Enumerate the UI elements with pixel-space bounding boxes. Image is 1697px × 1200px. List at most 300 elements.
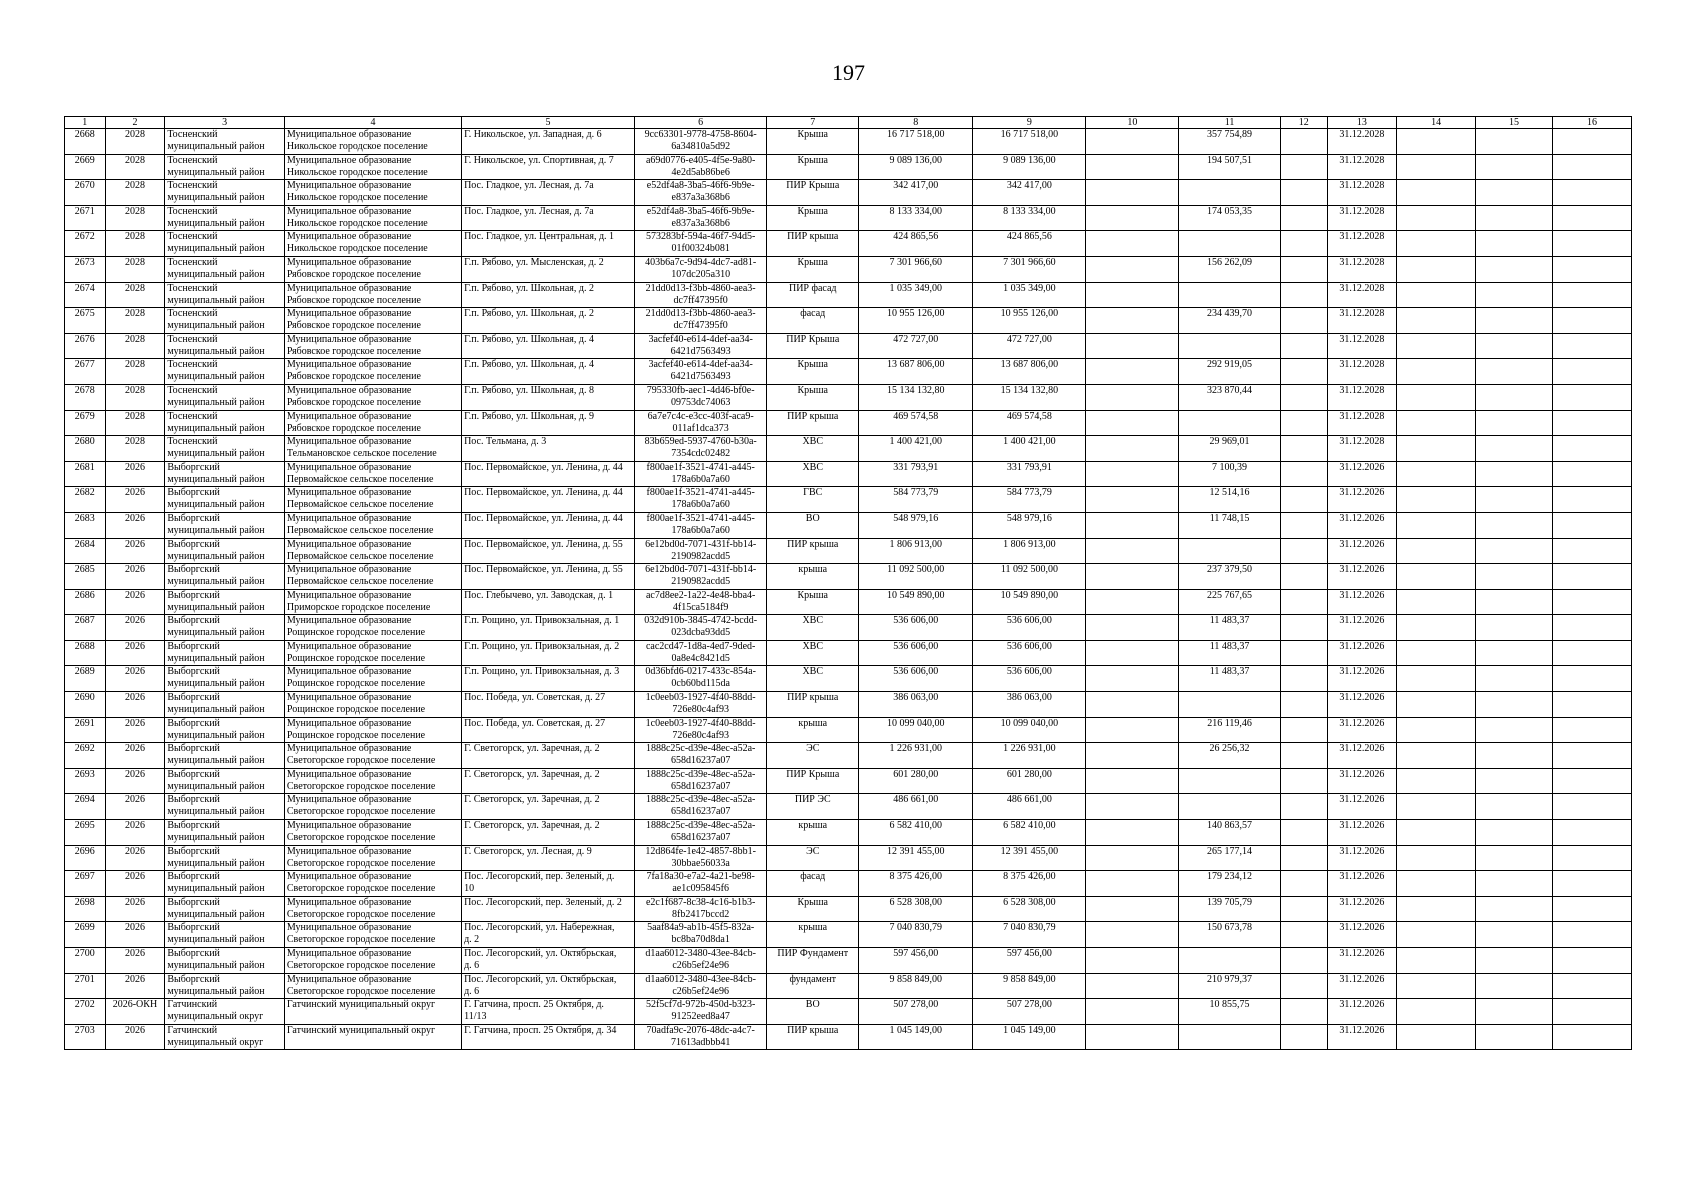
column-16-cell xyxy=(1552,333,1631,359)
address-line: Г. Светогорск, ул. Заречная, д. 2 xyxy=(464,768,600,780)
year-cell: 2028 xyxy=(105,410,165,436)
row-number-cell: 2677 xyxy=(65,359,106,385)
fund-cost-cell: 601 280,00 xyxy=(973,768,1086,794)
column-number-5: 5 xyxy=(462,117,635,129)
district-cell xyxy=(165,256,285,282)
column-11-cell: 29 969,01 xyxy=(1179,436,1280,462)
row-number-cell: 2692 xyxy=(65,743,106,769)
address-line xyxy=(464,499,632,511)
house-guid-cell xyxy=(634,973,766,999)
district-line: муниципальный район xyxy=(167,448,265,460)
house-guid-line: 4e2d5ab86be6 xyxy=(671,166,730,178)
address-cell xyxy=(462,256,635,282)
column-11-cell xyxy=(1179,538,1280,564)
column-12-cell xyxy=(1280,820,1327,846)
district-cell xyxy=(165,820,285,846)
address-cell xyxy=(462,512,635,538)
house-guid-line: 6e12bd0d-7071-431f-bb14- xyxy=(645,538,757,550)
address-line: Г. Светогорск, ул. Заречная, д. 2 xyxy=(464,743,600,755)
column-15-cell xyxy=(1476,256,1553,282)
address-line: 11/13 xyxy=(464,1011,487,1023)
total-cost-cell: 601 280,00 xyxy=(859,768,973,794)
column-15-cell xyxy=(1476,308,1553,334)
column-14-cell xyxy=(1397,487,1476,513)
table-row xyxy=(65,999,1632,1025)
row-number-cell: 2682 xyxy=(65,487,106,513)
column-14-cell xyxy=(1397,768,1476,794)
column-number-10: 10 xyxy=(1086,117,1179,129)
address-line xyxy=(464,755,632,767)
column-11-cell: 11 483,37 xyxy=(1179,666,1280,692)
year-cell: 2028 xyxy=(105,256,165,282)
address-line xyxy=(464,448,632,460)
column-number-8: 8 xyxy=(859,117,973,129)
work-type-cell: ХВС xyxy=(767,436,859,462)
municipality-line: Муниципальное образование xyxy=(286,564,412,576)
district-cell xyxy=(165,692,285,718)
year-cell: 2026 xyxy=(105,768,165,794)
column-14-cell xyxy=(1397,436,1476,462)
column-10-cell xyxy=(1086,180,1179,206)
column-12-cell xyxy=(1280,282,1327,308)
row-number-cell: 2671 xyxy=(65,205,106,231)
year-cell: 2028 xyxy=(105,308,165,334)
house-guid-cell xyxy=(634,308,766,334)
column-11-cell: 156 262,09 xyxy=(1179,256,1280,282)
house-guid-line: 178a6b0a7a60 xyxy=(671,473,730,485)
completion-date-cell: 31.12.2028 xyxy=(1327,256,1396,282)
total-cost-cell: 536 606,00 xyxy=(859,640,973,666)
year-cell: 2026 xyxy=(105,589,165,615)
district-cell xyxy=(165,666,285,692)
municipality-line: Никольское городское поселение xyxy=(286,141,428,152)
address-cell xyxy=(462,487,635,513)
district-cell xyxy=(165,231,285,257)
house-guid-line: 1c0eeb03-1927-4f40-88dd- xyxy=(645,717,756,729)
municipality-cell xyxy=(284,308,461,334)
row-number-cell: 2695 xyxy=(65,820,106,846)
completion-date-cell: 31.12.2026 xyxy=(1327,743,1396,769)
house-guid-cell xyxy=(634,615,766,641)
work-type-cell: ПИР Фундамент xyxy=(767,948,859,974)
district-cell xyxy=(165,640,285,666)
table-row xyxy=(65,692,1632,718)
fund-cost-cell: 1 226 931,00 xyxy=(973,743,1086,769)
column-15-cell xyxy=(1476,615,1553,641)
municipality-line xyxy=(287,1037,459,1049)
municipality-cell xyxy=(284,256,461,282)
municipality-line: Муниципальное образование xyxy=(286,589,412,601)
district-line: Тосненский xyxy=(167,256,218,268)
column-11-cell xyxy=(1179,333,1280,359)
address-line xyxy=(464,1037,632,1049)
municipality-line: Муниципальное образование xyxy=(286,154,412,166)
row-number-cell: 2668 xyxy=(65,129,106,155)
address-cell xyxy=(462,308,635,334)
column-10-cell xyxy=(1086,871,1179,897)
row-number-cell: 2669 xyxy=(65,154,106,180)
column-12-cell xyxy=(1280,717,1327,743)
year-cell: 2028 xyxy=(105,282,165,308)
column-11-cell: 323 870,44 xyxy=(1179,384,1280,410)
district-cell xyxy=(165,743,285,769)
work-type-cell: ГВС xyxy=(767,487,859,513)
house-guid-line: 1888c25c-d39e-48ec-a52a- xyxy=(645,794,756,806)
row-number-cell: 2701 xyxy=(65,973,106,999)
house-guid-cell xyxy=(634,589,766,615)
column-16-cell xyxy=(1552,384,1631,410)
address-line xyxy=(464,858,632,870)
column-14-cell xyxy=(1397,922,1476,948)
address-line xyxy=(464,653,632,665)
house-guid-line: 91252eed8a47 xyxy=(671,1011,730,1023)
completion-date-cell: 31.12.2028 xyxy=(1327,333,1396,359)
column-15-cell xyxy=(1476,820,1553,846)
municipality-cell xyxy=(284,205,461,231)
column-14-cell xyxy=(1397,538,1476,564)
column-12-cell xyxy=(1280,384,1327,410)
table-row xyxy=(65,436,1632,462)
column-16-cell xyxy=(1552,512,1631,538)
fund-cost-cell: 486 661,00 xyxy=(973,794,1086,820)
municipality-line: Первомайское сельское поселение xyxy=(286,473,434,485)
municipality-cell xyxy=(284,487,461,513)
column-16-cell xyxy=(1552,922,1631,948)
district-line: муниципальный район xyxy=(167,601,265,613)
address-cell xyxy=(462,948,635,974)
column-15-cell xyxy=(1476,512,1553,538)
house-guid-line: 0a8e4c8421d5 xyxy=(671,652,730,664)
municipality-line: Первомайское сельское поселение xyxy=(286,524,434,536)
municipality-line: Рощинское городское поселение xyxy=(286,652,426,664)
district-line: Гатчинский xyxy=(167,999,218,1011)
row-number-cell: 2702 xyxy=(65,999,106,1025)
column-16-cell xyxy=(1552,129,1631,155)
district-line: Тосненский xyxy=(167,282,218,294)
address-cell xyxy=(462,564,635,590)
address-line: Пос. Лесогорский, ул. Набережная, xyxy=(464,922,615,934)
total-cost-cell: 11 092 500,00 xyxy=(859,564,973,590)
house-guid-line: 12d864fe-1e42-4857-8bb1- xyxy=(645,845,756,857)
column-12-cell xyxy=(1280,410,1327,436)
address-cell xyxy=(462,871,635,897)
house-guid-line: 4f15ca5184f9 xyxy=(672,601,729,613)
address-line xyxy=(464,397,632,409)
municipality-line: Светогорское городское поселение xyxy=(286,908,436,920)
house-guid-cell xyxy=(634,461,766,487)
municipality-line: Муниципальное образование xyxy=(286,282,412,294)
column-11-cell xyxy=(1179,410,1280,436)
column-number-11: 11 xyxy=(1179,117,1280,129)
house-guid-cell xyxy=(634,538,766,564)
column-12-cell xyxy=(1280,615,1327,641)
district-line: Выборгский xyxy=(167,871,220,883)
house-guid-line: ac7d8ee2-1a22-4e48-bba4- xyxy=(645,589,756,601)
address-line xyxy=(464,602,632,614)
column-10-cell xyxy=(1086,973,1179,999)
municipality-line: Муниципальное образование xyxy=(286,845,412,857)
total-cost-cell: 536 606,00 xyxy=(859,615,973,641)
house-guid-cell xyxy=(634,692,766,718)
completion-date-cell: 31.12.2028 xyxy=(1327,384,1396,410)
district-cell xyxy=(165,512,285,538)
address-cell xyxy=(462,999,635,1025)
house-guid-cell xyxy=(634,794,766,820)
municipality-cell xyxy=(284,922,461,948)
address-line xyxy=(464,423,632,435)
address-cell xyxy=(462,205,635,231)
house-guid-line: 011af1dca373 xyxy=(672,422,729,434)
column-14-cell xyxy=(1397,384,1476,410)
municipality-line: Муниципальное образование xyxy=(286,410,412,422)
column-14-cell xyxy=(1397,205,1476,231)
year-cell: 2026 xyxy=(105,487,165,513)
column-16-cell xyxy=(1552,717,1631,743)
column-10-cell xyxy=(1086,692,1179,718)
row-number-cell: 2698 xyxy=(65,896,106,922)
column-12-cell xyxy=(1280,896,1327,922)
column-16-cell xyxy=(1552,231,1631,257)
column-12-cell xyxy=(1280,308,1327,334)
completion-date-cell: 31.12.2026 xyxy=(1327,666,1396,692)
work-type-cell: ПИР крыша xyxy=(767,692,859,718)
row-number-cell: 2686 xyxy=(65,589,106,615)
house-guid-line: e2c1f687-8c38-4c16-b1b3- xyxy=(645,896,756,908)
column-14-cell xyxy=(1397,692,1476,718)
work-type-cell: ХВС xyxy=(767,666,859,692)
column-10-cell xyxy=(1086,845,1179,871)
address-line: Г. Гатчина, просп. 25 Октября, д. xyxy=(464,999,604,1011)
row-number-cell: 2696 xyxy=(65,845,106,871)
municipality-cell xyxy=(284,999,461,1025)
district-line: муниципальный район xyxy=(167,243,265,255)
column-number-1: 1 xyxy=(65,117,106,129)
municipality-line: Муниципальное образование xyxy=(286,768,412,780)
fund-cost-cell: 12 391 455,00 xyxy=(973,845,1086,871)
column-10-cell xyxy=(1086,666,1179,692)
column-14-cell xyxy=(1397,999,1476,1025)
year-cell: 2026 xyxy=(105,461,165,487)
column-15-cell xyxy=(1476,999,1553,1025)
municipality-line: Рябовское городское поселение xyxy=(286,345,421,357)
fund-cost-cell: 331 793,91 xyxy=(973,461,1086,487)
address-cell xyxy=(462,820,635,846)
house-guid-line: 3acfef40-e614-4def-aa34- xyxy=(648,359,753,371)
house-guid-cell xyxy=(634,1024,766,1050)
address-line: Пос. Первомайское, ул. Ленина, д. 55 xyxy=(464,564,623,576)
column-15-cell xyxy=(1476,896,1553,922)
district-line: Выборгский xyxy=(167,743,220,755)
column-15-cell xyxy=(1476,794,1553,820)
district-line: Выборгский xyxy=(167,666,220,678)
address-line: Г.п. Рябово, ул. Школьная, д. 4 xyxy=(464,333,594,345)
fund-cost-cell: 536 606,00 xyxy=(973,666,1086,692)
column-15-cell xyxy=(1476,692,1553,718)
municipality-cell xyxy=(284,948,461,974)
column-number-4: 4 xyxy=(284,117,461,129)
municipality-line: Муниципальное образование xyxy=(286,717,412,729)
fund-cost-cell: 10 549 890,00 xyxy=(973,589,1086,615)
district-cell xyxy=(165,487,285,513)
column-10-cell xyxy=(1086,512,1179,538)
address-line: Г.п. Рябово, ул. Школьная, д. 4 xyxy=(464,359,594,371)
district-line: муниципальный район xyxy=(167,960,265,971)
municipality-line: Светогорское городское поселение xyxy=(286,780,436,792)
table-row xyxy=(65,333,1632,359)
address-line xyxy=(464,806,632,818)
table-row xyxy=(65,794,1632,820)
house-guid-cell xyxy=(634,154,766,180)
district-cell xyxy=(165,538,285,564)
column-10-cell xyxy=(1086,308,1179,334)
column-14-cell xyxy=(1397,512,1476,538)
column-15-cell xyxy=(1476,333,1553,359)
total-cost-cell: 15 134 132,80 xyxy=(859,384,973,410)
district-cell xyxy=(165,461,285,487)
completion-date-cell: 31.12.2026 xyxy=(1327,1024,1396,1050)
work-type-cell: ХВС xyxy=(767,640,859,666)
fund-cost-cell: 9 089 136,00 xyxy=(973,154,1086,180)
municipality-line: Гатчинский муниципальный округ xyxy=(286,1024,436,1036)
fund-cost-cell: 507 278,00 xyxy=(973,999,1086,1025)
column-15-cell xyxy=(1476,973,1553,999)
district-line: муниципальный округ xyxy=(167,1036,264,1048)
column-10-cell xyxy=(1086,333,1179,359)
address-line: Пос. Победа, ул. Советская, д. 27 xyxy=(464,717,606,729)
year-cell: 2026 xyxy=(105,948,165,974)
municipality-cell xyxy=(284,615,461,641)
column-12-cell xyxy=(1280,564,1327,590)
house-guid-line: 658d16237a07 xyxy=(670,780,731,792)
completion-date-cell: 31.12.2026 xyxy=(1327,564,1396,590)
completion-date-cell: 31.12.2026 xyxy=(1327,640,1396,666)
house-guid-cell xyxy=(634,129,766,155)
address-line: Пос. Лесогорский, ул. Октябрьская, xyxy=(464,973,617,985)
column-16-cell xyxy=(1552,359,1631,385)
year-cell: 2026 xyxy=(105,845,165,871)
address-line xyxy=(464,141,632,153)
municipality-cell xyxy=(284,154,461,180)
house-guid-line: d1aa6012-3480-43ee-84cb- xyxy=(645,973,756,985)
column-10-cell xyxy=(1086,461,1179,487)
year-cell: 2026 xyxy=(105,512,165,538)
house-guid-line: dc7ff47395f0 xyxy=(673,294,728,306)
municipality-cell xyxy=(284,768,461,794)
column-14-cell xyxy=(1397,871,1476,897)
column-14-cell xyxy=(1397,410,1476,436)
table-row xyxy=(65,512,1632,538)
row-number-cell: 2688 xyxy=(65,640,106,666)
column-14-cell xyxy=(1397,615,1476,641)
district-line: Выборгский xyxy=(167,948,220,959)
year-cell: 2028 xyxy=(105,359,165,385)
fund-cost-cell: 342 417,00 xyxy=(973,180,1086,206)
column-15-cell xyxy=(1476,231,1553,257)
address-line xyxy=(464,192,632,204)
column-12-cell xyxy=(1280,640,1327,666)
district-line: муниципальный район xyxy=(167,627,265,639)
column-11-cell: 265 177,14 xyxy=(1179,845,1280,871)
house-guid-line: 52f5cf7d-972b-450d-b323- xyxy=(645,999,756,1011)
address-line: д. 6 xyxy=(464,960,480,971)
column-11-cell xyxy=(1179,1024,1280,1050)
district-cell xyxy=(165,154,285,180)
completion-date-cell: 31.12.2026 xyxy=(1327,615,1396,641)
year-cell: 2028 xyxy=(105,205,165,231)
completion-date-cell: 31.12.2026 xyxy=(1327,973,1396,999)
row-number-cell: 2687 xyxy=(65,615,106,641)
municipality-line: Муниципальное образование xyxy=(286,512,412,524)
house-guid-cell xyxy=(634,384,766,410)
address-cell xyxy=(462,231,635,257)
district-cell xyxy=(165,922,285,948)
address-line xyxy=(464,525,632,537)
house-guid-line: 1c0eeb03-1927-4f40-88dd- xyxy=(645,692,756,704)
district-line: муниципальный район xyxy=(167,857,265,869)
column-14-cell xyxy=(1397,820,1476,846)
district-line: Гатчинский xyxy=(167,1024,218,1036)
row-number-cell: 2685 xyxy=(65,564,106,590)
page-number: 197 xyxy=(832,60,865,85)
municipality-line: Муниципальное образование xyxy=(286,794,412,806)
fund-cost-cell: 10 955 126,00 xyxy=(973,308,1086,334)
address-line xyxy=(464,832,632,844)
address-line xyxy=(464,167,632,179)
column-10-cell xyxy=(1086,768,1179,794)
district-line: муниципальный район xyxy=(167,652,265,664)
column-15-cell xyxy=(1476,282,1553,308)
total-cost-cell: 584 773,79 xyxy=(859,487,973,513)
house-guid-line: 70adfa9c-2076-48dc-a4c7- xyxy=(646,1024,755,1036)
municipality-cell xyxy=(284,845,461,871)
work-type-cell: ПИР Крыша xyxy=(767,768,859,794)
municipality-line: Рябовское городское поселение xyxy=(286,294,421,306)
column-11-cell: 292 919,05 xyxy=(1179,359,1280,385)
house-guid-cell xyxy=(634,180,766,206)
fund-cost-cell: 536 606,00 xyxy=(973,640,1086,666)
municipality-line: Муниципальное образование xyxy=(286,640,412,652)
completion-date-cell: 31.12.2026 xyxy=(1327,999,1396,1025)
municipality-line: Первомайское сельское поселение xyxy=(286,576,434,588)
address-line xyxy=(464,218,632,230)
municipality-line: Муниципальное образование xyxy=(286,922,412,934)
house-guid-line: 83b659ed-5937-4760-b30a- xyxy=(644,436,757,448)
year-cell: 2026 xyxy=(105,973,165,999)
municipality-line: Светогорское городское поселение xyxy=(286,857,436,869)
total-cost-cell: 7 301 966,60 xyxy=(859,256,973,282)
row-number-cell: 2680 xyxy=(65,436,106,462)
municipality-cell xyxy=(284,589,461,615)
column-14-cell xyxy=(1397,743,1476,769)
total-cost-cell: 7 040 830,79 xyxy=(859,922,973,948)
house-guid-line: 6421d7563493 xyxy=(670,371,731,383)
municipality-line: Рябовское городское поселение xyxy=(286,422,421,434)
total-cost-cell: 9 089 136,00 xyxy=(859,154,973,180)
municipality-line: Муниципальное образование xyxy=(286,948,412,959)
house-guid-line: 6a7e7c4c-e3cc-403f-aca9- xyxy=(647,410,754,422)
municipality-cell xyxy=(284,436,461,462)
column-12-cell xyxy=(1280,538,1327,564)
table-row xyxy=(65,768,1632,794)
column-16-cell xyxy=(1552,743,1631,769)
district-line: муниципальный район xyxy=(167,192,265,204)
district-line: муниципальный район xyxy=(167,576,265,588)
municipality-line: Никольское городское поселение xyxy=(286,192,428,204)
municipality-line: Никольское городское поселение xyxy=(286,217,428,229)
fund-cost-cell: 584 773,79 xyxy=(973,487,1086,513)
column-number-16: 16 xyxy=(1552,117,1631,129)
row-number-cell: 2693 xyxy=(65,768,106,794)
